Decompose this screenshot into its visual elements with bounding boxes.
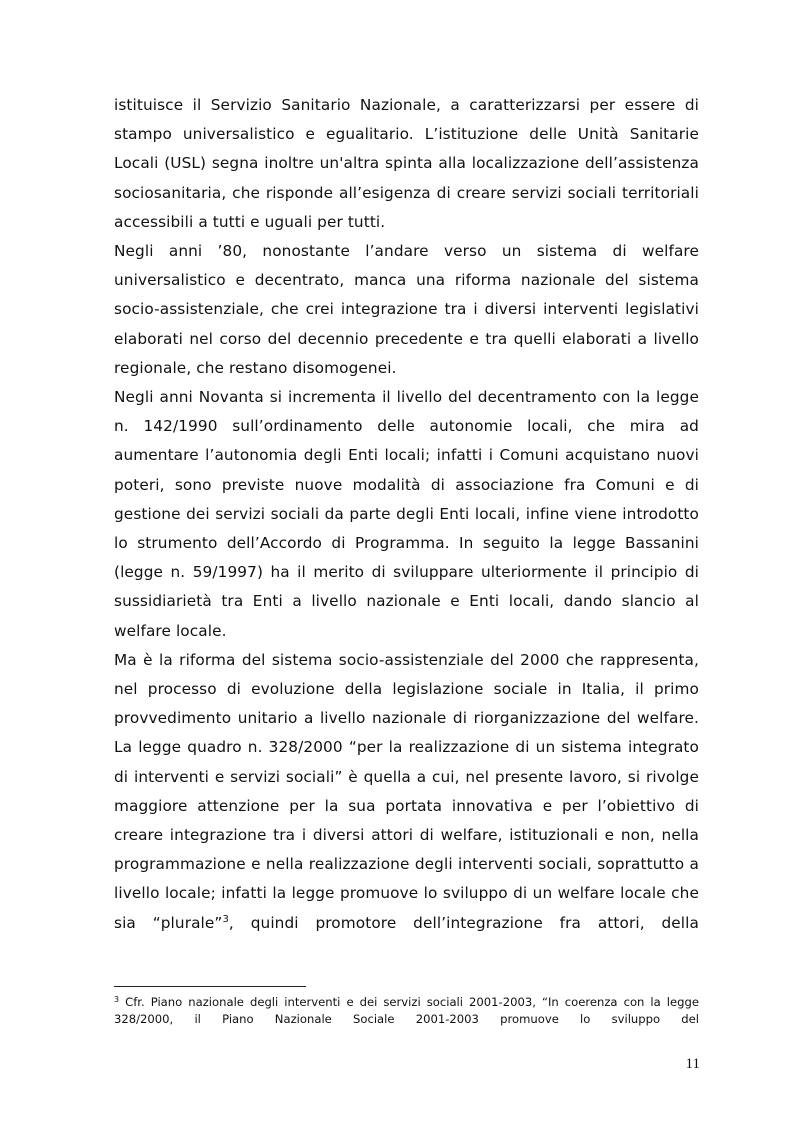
footnote-reference[interactable]: 3 bbox=[222, 913, 229, 925]
paragraph-4 bbox=[114, 646, 699, 938]
footnote bbox=[114, 994, 699, 1028]
paragraph-4-text: Ma è la riforma del sistema socio-assistenziale del 2000 che rappresenta, nel processo di evoluzione della legislazione sociale in Italia, il primo provvedimento unitario a livello nazionale di riorganizzazione del welfare. La legge quadro n. 328/2000 “per la realizzazione di un sistema integrato di interventi e servizi sociali” è quella a cui, nel presente lavoro, si rivolge maggiore attenzione per la sua portata innovativa e per l’obiettivo di creare integrazione tra i diversi attori di welfare, istituzionali e non, nella programmazione e nella realizzazione degli interventi sociali, soprattutto a livello locale; infatti la legge promuove lo sviluppo di un welfare locale che sia “plurale” bbox=[114, 650, 699, 932]
footnote-separator bbox=[114, 986, 306, 987]
footnote-text: Cfr. Piano nazionale degli interventi e dei servizi sociali 2001-2003, “In coerenza con la legge 328/2000, il Piano Nazionale Sociale 2001-2003 promuove lo sviluppo del bbox=[114, 995, 699, 1027]
paragraph-4-continuation: , quindi promotore dell’integrazione fra attori, della bbox=[228, 913, 699, 932]
paragraph-3: Negli anni Novanta si incrementa il livello del decentramento con la legge n. 142/1990 sull’ordinamento delle autonomie locali, che mira ad aumentare l’autonomia degli Enti locali; infatti i Comuni acquistano nuovi poteri, sono previste nuove modalità di associazione fra Comuni e di gestione dei servizi sociali da parte degli Enti locali, infine viene introdotto lo strumento dell’Accordo di Programma. In seguito la legge Bassanini (legge n. 59/1997) ha il merito di sviluppare ulteriormente il principio di sussidiarietà tra Enti a livello nazionale e Enti locali, dando slancio al welfare locale. bbox=[114, 388, 699, 640]
page-number: 11 bbox=[685, 1056, 700, 1072]
body-text bbox=[114, 91, 699, 938]
paragraph-2: Negli anni ’80, nonostante l’andare verso un sistema di welfare universalistico e decentrato, manca una riforma nazionale del sistema socio-assistenziale, che crei integrazione tra i diversi interventi legislativi elaborati nel corso del decennio precedente e tra quelli elaborati a livello regionale, che restano disomogenei. bbox=[114, 242, 699, 377]
footnote-marker: 3 bbox=[114, 995, 120, 1004]
paragraph-1: istituisce il Servizio Sanitario Nazionale, a caratterizzarsi per essere di stampo universalistico e egualitario. L’istituzione delle Unità Sanitarie Locali (USL) segna inoltre un'altra spinta alla localizzazione dell’assistenza sociosanitaria, che risponde all’esigenza di creare servizi sociali territoriali accessibili a tutti e uguali per tutti. bbox=[114, 96, 699, 231]
